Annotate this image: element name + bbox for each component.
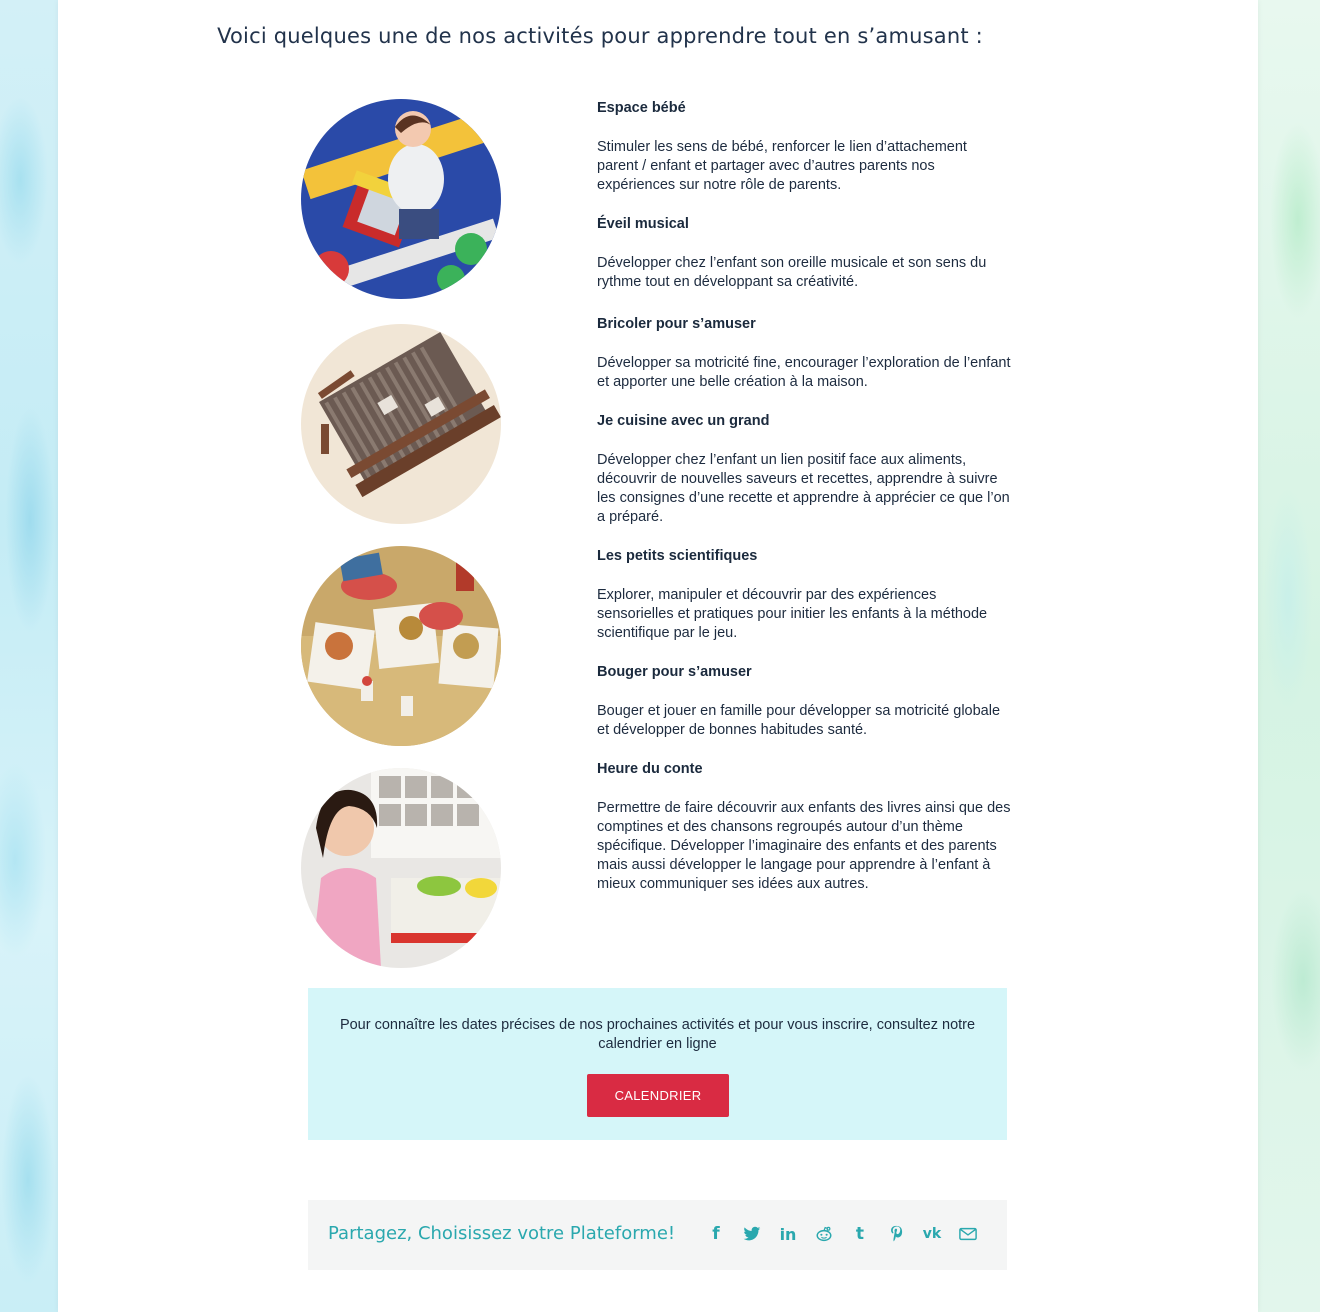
activity-title: Bouger pour s’amuser — [597, 664, 752, 680]
photo-baby-playing — [301, 99, 501, 299]
photo-science-leaves — [301, 546, 501, 746]
activity-description: Développer chez l’enfant un lien positif face aux aliments, découvrir de nouvelles saveurs et recettes, apprendre à suivre les consignes d’une recette et apprendre à apprécier ce que l’on a préparé. — [597, 452, 1010, 525]
background-right-watercolor — [1258, 0, 1320, 1312]
section-heading: Voici quelques une de nos activités pour apprendre tout en s’amusant : — [217, 24, 983, 48]
photo-craft-sticks — [301, 324, 501, 524]
activity-title: Les petits scientifiques — [597, 548, 758, 564]
activity-list — [597, 99, 1012, 894]
linkedin-icon[interactable]: in — [779, 1224, 797, 1244]
activity-title: Heure du conte — [597, 761, 703, 777]
pinterest-icon[interactable] — [886, 1224, 906, 1244]
activity-description: Bouger et jouer en famille pour développer sa motricité globale et développer de bonnes habitudes santé. — [597, 703, 1001, 738]
activity-title: Éveil musical — [597, 216, 689, 232]
share-bar — [308, 1200, 1007, 1270]
activity-description: Développer sa motricité fine, encourager l’exploration de l’enfant et apporter une belle création à la maison. — [597, 355, 1011, 390]
share-label: Partagez, Choisissez votre Plateforme! — [328, 1223, 676, 1244]
calendar-button[interactable]: CALENDRIER — [587, 1074, 729, 1117]
vk-icon[interactable]: vk — [922, 1226, 942, 1242]
facebook-icon[interactable]: f — [712, 1224, 720, 1244]
share-icons — [706, 1224, 978, 1244]
activity-title: Bricoler pour s’amuser — [597, 316, 756, 332]
activity-description: Stimuler les sens de bébé, renforcer le lien d’attachement parent / enfant et partager avec d’autres parents nos expériences sur notre rôle de parents. — [597, 139, 967, 193]
twitter-icon[interactable] — [742, 1224, 762, 1244]
tumblr-icon[interactable]: t — [855, 1224, 865, 1244]
activity-description: Développer chez l’enfant son oreille musicale et son sens du rythme tout en développant sa créativité. — [597, 255, 987, 290]
photo-girl-storytime — [301, 768, 501, 968]
activity-title: Je cuisine avec un grand — [597, 413, 770, 429]
calendar-callout — [308, 988, 1007, 1140]
activity-description: Explorer, manipuler et découvrir par des expériences sensorielles et pratiques pour initier les enfants à la méthode scientifique par le jeu. — [597, 587, 988, 641]
calendar-callout-text: Pour connaître les dates précises de nos prochaines activités et pour vous inscrire, consultez notre calendrier en ligne — [339, 1017, 976, 1052]
activity-title: Espace bébé — [597, 100, 686, 116]
activity-description: Permettre de faire découvrir aux enfants des livres ainsi que des comptines et des chansons regroupés autour d’un thème spécifique. Développer l’imaginaire des enfants et des parents mais aussi développer le langage pour apprendre à l’enfant à mieux communiquer ses idées aux autres. — [597, 800, 1011, 892]
background-left-watercolor — [0, 0, 58, 1312]
email-icon[interactable] — [958, 1224, 978, 1244]
reddit-icon[interactable] — [814, 1224, 834, 1244]
